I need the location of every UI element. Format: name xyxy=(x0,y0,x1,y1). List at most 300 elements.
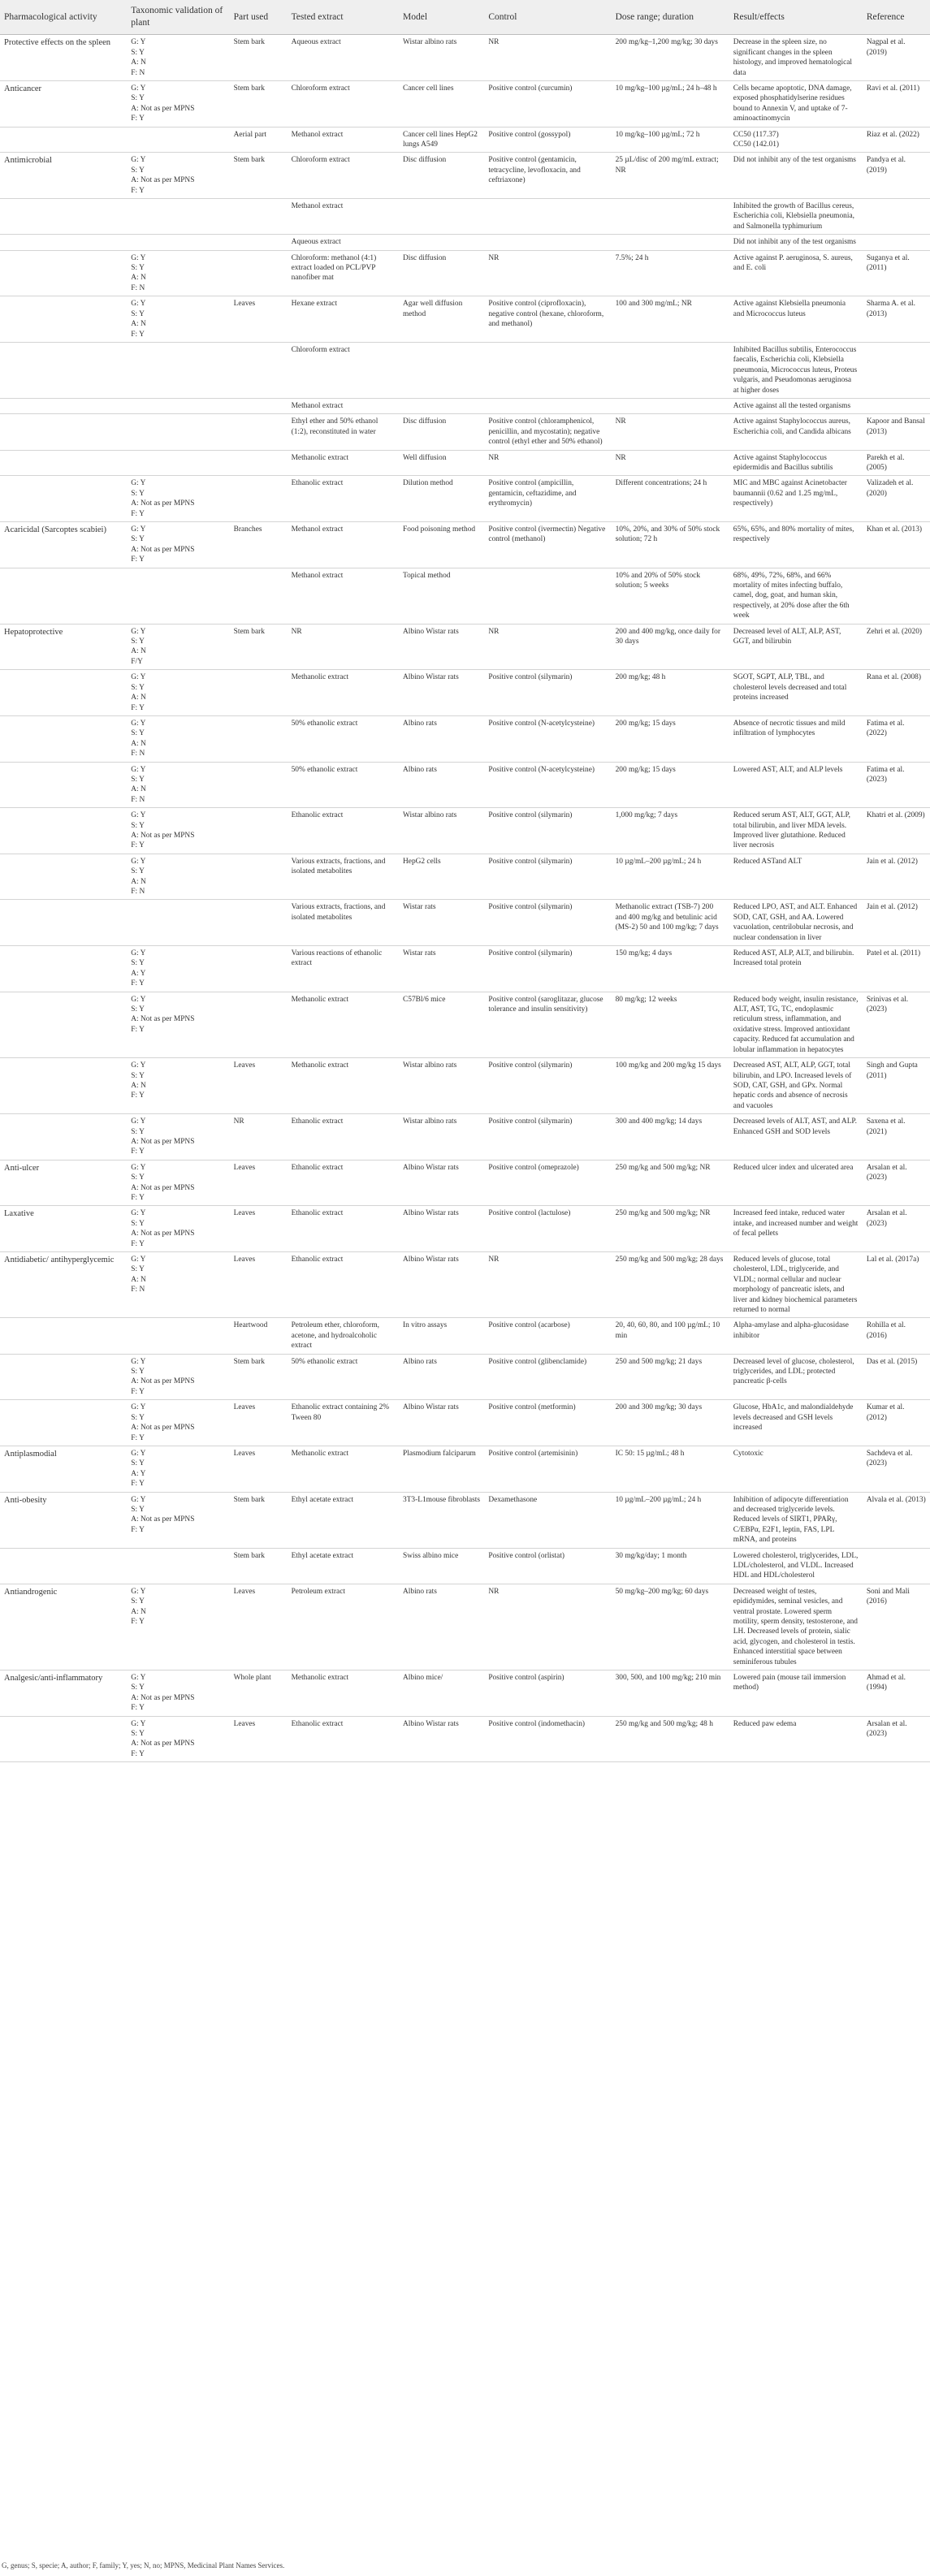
cell-control: Positive control (N-acetylcysteine) xyxy=(484,762,611,808)
cell-model: Swiss albino mice xyxy=(399,1548,484,1584)
cell-dose: 200 mg/kg; 48 h xyxy=(612,670,729,716)
column-header: Taxonomic validation of plant xyxy=(127,0,229,35)
cell-dose: 100 and 300 mg/mL; NR xyxy=(612,296,729,343)
cell-control: Positive control (omeprazole) xyxy=(484,1160,611,1206)
cell-reference: Kapoor and Bansal (2013) xyxy=(863,414,930,450)
cell-control xyxy=(484,398,611,413)
column-header: Pharmacological activity xyxy=(0,0,127,35)
cell-dose: 200 and 400 mg/kg, once daily for 30 days xyxy=(612,624,729,670)
cell-part: Leaves xyxy=(230,1206,288,1252)
cell-taxonomy: G: Y S: Y A: Not as per MPNS F: Y xyxy=(127,80,229,127)
cell-reference xyxy=(863,342,930,398)
cell-result: Active against Staphylococcus epidermidis and Bacillus subtilis xyxy=(729,450,863,476)
cell-result: Active against Klebsiella pneumonia and Micrococcus luteus xyxy=(729,296,863,343)
cell-model: Topical method xyxy=(399,568,484,624)
cell-control: Positive control (saroglitazar, glucose tolerance and insulin sensitivity) xyxy=(484,992,611,1057)
cell-reference xyxy=(863,1548,930,1584)
column-header: Dose range; duration xyxy=(612,0,729,35)
cell-extract: Methanolic extract xyxy=(288,992,399,1057)
cell-activity: Laxative xyxy=(0,1206,127,1252)
cell-result: Absence of necrotic tissues and mild infiltration of lymphocytes xyxy=(729,715,863,762)
cell-activity: Anti-obesity xyxy=(0,1492,127,1548)
cell-activity xyxy=(0,398,127,413)
cell-reference: Zehri et al. (2020) xyxy=(863,624,930,670)
cell-part xyxy=(230,199,288,235)
cell-extract: Ethanolic extract containing 2% Tween 80 xyxy=(288,1400,399,1446)
cell-part xyxy=(230,992,288,1057)
cell-taxonomy xyxy=(127,414,229,450)
cell-part: Stem bark xyxy=(230,1492,288,1548)
cell-result: Active against P. aeruginosa, S. aureus, and E. coli xyxy=(729,250,863,296)
cell-activity: Analgesic/anti-inflammatory xyxy=(0,1671,127,1717)
cell-dose: 250 mg/kg and 500 mg/kg; 48 h xyxy=(612,1716,729,1762)
cell-taxonomy xyxy=(127,342,229,398)
table-row xyxy=(0,946,930,992)
table-row xyxy=(0,1318,930,1354)
cell-dose: 100 mg/kg and 200 mg/kg 15 days xyxy=(612,1058,729,1114)
cell-extract: Methanol extract xyxy=(288,568,399,624)
cell-activity xyxy=(0,946,127,992)
cell-reference: Suganya et al. (2011) xyxy=(863,250,930,296)
cell-taxonomy xyxy=(127,398,229,413)
cell-activity: Hepatoprotective xyxy=(0,624,127,670)
cell-extract: Various extracts, fractions, and isolated metabolites xyxy=(288,854,399,900)
table-row xyxy=(0,1400,930,1446)
cell-taxonomy: G: Y S: Y A: Not as per MPNS F: Y xyxy=(127,476,229,522)
cell-extract: Chloroform extract xyxy=(288,342,399,398)
cell-part xyxy=(230,568,288,624)
cell-taxonomy: G: Y S: Y A: N F: Y xyxy=(127,670,229,716)
cell-taxonomy: G: Y S: Y A: Not as per MPNS F: Y xyxy=(127,153,229,199)
cell-control: Positive control (silymarin) xyxy=(484,1058,611,1114)
cell-control: Positive control (curcumin) xyxy=(484,80,611,127)
cell-reference: Lal et al. (2017a) xyxy=(863,1252,930,1318)
cell-extract: Chloroform: methanol (4:1) extract loaded on PCL/PVP nanofiber mat xyxy=(288,250,399,296)
cell-activity xyxy=(0,342,127,398)
cell-activity: Anticancer xyxy=(0,80,127,127)
cell-dose: 10 µg/mL–200 µg/mL; 24 h xyxy=(612,854,729,900)
cell-extract: Methanolic extract xyxy=(288,450,399,476)
cell-dose: 7.5%; 24 h xyxy=(612,250,729,296)
cell-control: Positive control (silymarin) xyxy=(484,808,611,854)
cell-part: Stem bark xyxy=(230,624,288,670)
cell-extract: Methanol extract xyxy=(288,398,399,413)
cell-extract: Ethanolic extract xyxy=(288,1206,399,1252)
cell-model: Albino Wistar rats xyxy=(399,624,484,670)
cell-dose xyxy=(612,199,729,235)
cell-reference: Valizadeh et al. (2020) xyxy=(863,476,930,522)
cell-dose: 200 mg/kg–1,200 mg/kg; 30 days xyxy=(612,35,729,81)
cell-result: Lowered pain (mouse tail immersion method) xyxy=(729,1671,863,1717)
column-header: Reference xyxy=(863,0,930,35)
cell-reference: Riaz et al. (2022) xyxy=(863,127,930,153)
cell-dose: 250 and 500 mg/kg; 21 days xyxy=(612,1354,729,1400)
cell-extract: Ethanolic extract xyxy=(288,476,399,522)
cell-control: Positive control (ivermectin) Negative control (methanol) xyxy=(484,522,611,568)
cell-taxonomy: G: Y S: Y A: N F: N xyxy=(127,250,229,296)
cell-reference: Srinivas et al. (2023) xyxy=(863,992,930,1057)
cell-extract: Petroleum ether, chloroform, acetone, and hydroalcoholic extract xyxy=(288,1318,399,1354)
cell-model: Albino rats xyxy=(399,762,484,808)
cell-control: Positive control (silymarin) xyxy=(484,900,611,946)
table-row xyxy=(0,1252,930,1318)
cell-dose: 150 mg/kg; 4 days xyxy=(612,946,729,992)
cell-reference: Arsalan et al. (2023) xyxy=(863,1206,930,1252)
cell-result: Decreased level of ALT, ALP, AST, GGT, and bilirubin xyxy=(729,624,863,670)
cell-part xyxy=(230,670,288,716)
table-row xyxy=(0,1114,930,1160)
table-row xyxy=(0,398,930,413)
cell-model: Well diffusion xyxy=(399,450,484,476)
cell-dose: 250 mg/kg and 500 mg/kg; 28 days xyxy=(612,1252,729,1318)
cell-control: NR xyxy=(484,450,611,476)
cell-part: Leaves xyxy=(230,1446,288,1492)
cell-reference: Jain et al. (2012) xyxy=(863,854,930,900)
cell-taxonomy: G: Y S: Y A: N F: Y xyxy=(127,1584,229,1670)
table-row xyxy=(0,854,930,900)
cell-extract: Ethyl ether and 50% ethanol (1:2), reconstituted in water xyxy=(288,414,399,450)
cell-model: C57Bl/6 mice xyxy=(399,992,484,1057)
table-row xyxy=(0,992,930,1057)
cell-dose: 200 mg/kg; 15 days xyxy=(612,715,729,762)
cell-activity: Antidiabetic/ antihyperglycemic xyxy=(0,1252,127,1318)
cell-part: Stem bark xyxy=(230,1548,288,1584)
cell-reference: Fatima et al. (2023) xyxy=(863,762,930,808)
cell-model: Albino mice/ xyxy=(399,1671,484,1717)
cell-activity xyxy=(0,992,127,1057)
cell-extract: Ethyl acetate extract xyxy=(288,1492,399,1548)
cell-part: Leaves xyxy=(230,1584,288,1670)
cell-control: Positive control (ciprofloxacin), negative control (hexane, chloroform, and methanol) xyxy=(484,296,611,343)
table-row xyxy=(0,522,930,568)
cell-model: Disc diffusion xyxy=(399,250,484,296)
cell-dose: 10%, 20%, and 30% of 50% stock solution; 72 h xyxy=(612,522,729,568)
cell-dose: 10 mg/kg–100 µg/mL; 72 h xyxy=(612,127,729,153)
table-header-row xyxy=(0,0,930,35)
cell-dose xyxy=(612,235,729,250)
cell-control: Positive control (glibenclamide) xyxy=(484,1354,611,1400)
cell-control xyxy=(484,235,611,250)
cell-model: Plasmodium falciparum xyxy=(399,1446,484,1492)
cell-result: 68%, 49%, 72%, 68%, and 66% mortality of mites infecting buffalo, camel, dog, goat, and human skin, respectively, at 20% dose after the 6th week xyxy=(729,568,863,624)
cell-extract: Aqueous extract xyxy=(288,35,399,81)
cell-model: 3T3-L1mouse fibroblasts xyxy=(399,1492,484,1548)
cell-part: Whole plant xyxy=(230,1671,288,1717)
cell-control: Positive control (orlistat) xyxy=(484,1548,611,1584)
cell-taxonomy xyxy=(127,1318,229,1354)
cell-control: Positive control (chloramphenicol, penicillin, and mycostatin); negative control (ethyl ether and 50% ethanol) xyxy=(484,414,611,450)
cell-reference: Arsalan et al. (2023) xyxy=(863,1716,930,1762)
cell-extract: Methanol extract xyxy=(288,199,399,235)
cell-dose: Different concentrations; 24 h xyxy=(612,476,729,522)
cell-taxonomy: G: Y S: Y A: N F: Y xyxy=(127,296,229,343)
cell-part xyxy=(230,414,288,450)
cell-extract: Aqueous extract xyxy=(288,235,399,250)
cell-control: Positive control (silymarin) xyxy=(484,946,611,992)
cell-result: Decreased level of glucose, cholesterol, triglycerides, and LDL; protected pancreatic β-cells xyxy=(729,1354,863,1400)
cell-part: Stem bark xyxy=(230,153,288,199)
cell-control: Positive control (artemisinin) xyxy=(484,1446,611,1492)
cell-control: Positive control (silymarin) xyxy=(484,854,611,900)
cell-result: Lowered AST, ALT, and ALP levels xyxy=(729,762,863,808)
cell-model: Albino Wistar rats xyxy=(399,670,484,716)
cell-model: Albino Wistar rats xyxy=(399,1400,484,1446)
cell-taxonomy: G: Y S: Y A: Not as per MPNS F: Y xyxy=(127,1114,229,1160)
cell-taxonomy xyxy=(127,1548,229,1584)
cell-model xyxy=(399,235,484,250)
cell-extract: Methanolic extract xyxy=(288,1671,399,1717)
cell-model: Disc diffusion xyxy=(399,153,484,199)
table-row xyxy=(0,808,930,854)
cell-extract: Hexane extract xyxy=(288,296,399,343)
cell-part: Stem bark xyxy=(230,80,288,127)
cell-activity xyxy=(0,127,127,153)
table-row xyxy=(0,80,930,127)
cell-activity xyxy=(0,450,127,476)
cell-control: NR xyxy=(484,1584,611,1670)
cell-model: Cancer cell lines HepG2 lungs A549 xyxy=(399,127,484,153)
cell-part: NR xyxy=(230,1114,288,1160)
table-row xyxy=(0,1058,930,1114)
cell-taxonomy xyxy=(127,199,229,235)
cell-part xyxy=(230,900,288,946)
cell-dose xyxy=(612,398,729,413)
cell-reference: Parekh et al. (2005) xyxy=(863,450,930,476)
cell-model: Wistar albino rats xyxy=(399,1058,484,1114)
cell-result: Lowered cholesterol, triglycerides, LDL, LDL/cholesterol, and VLDL. Increased HDL and HDL/cholesterol xyxy=(729,1548,863,1584)
cell-reference: Rana et al. (2008) xyxy=(863,670,930,716)
table-row xyxy=(0,1446,930,1492)
table-row xyxy=(0,250,930,296)
cell-reference: Ahmad et al. (1994) xyxy=(863,1671,930,1717)
cell-model: Cancer cell lines xyxy=(399,80,484,127)
cell-taxonomy xyxy=(127,568,229,624)
cell-taxonomy: G: Y S: Y A: Not as per MPNS F: Y xyxy=(127,1206,229,1252)
cell-dose: 250 mg/kg and 500 mg/kg; NR xyxy=(612,1206,729,1252)
cell-activity xyxy=(0,1354,127,1400)
cell-model: Dilution method xyxy=(399,476,484,522)
cell-extract: Petroleum extract xyxy=(288,1584,399,1670)
cell-part: Leaves xyxy=(230,296,288,343)
cell-dose: 80 mg/kg; 12 weeks xyxy=(612,992,729,1057)
cell-reference xyxy=(863,235,930,250)
column-header: Result/effects xyxy=(729,0,863,35)
cell-extract: 50% ethanolic extract xyxy=(288,1354,399,1400)
cell-activity xyxy=(0,1058,127,1114)
cell-model: Food poisoning method xyxy=(399,522,484,568)
cell-control: NR xyxy=(484,35,611,81)
cell-dose: 250 mg/kg and 500 mg/kg; NR xyxy=(612,1160,729,1206)
cell-extract: Ethanolic extract xyxy=(288,808,399,854)
cell-activity: Anti-ulcer xyxy=(0,1160,127,1206)
cell-reference: Pandya et al. (2019) xyxy=(863,153,930,199)
cell-model: In vitro assays xyxy=(399,1318,484,1354)
cell-part: Aerial part xyxy=(230,127,288,153)
cell-result: Reduced ASTand ALT xyxy=(729,854,863,900)
cell-reference: Jain et al. (2012) xyxy=(863,900,930,946)
cell-control: Positive control (gentamicin, tetracycline, levofloxacin, and ceftriaxone) xyxy=(484,153,611,199)
table-footnote: G, genus; S, specie; A, author; F, family; Y, yes; N, no; MPNS, Medicinal Plant Names Services. xyxy=(2,2561,285,2570)
cell-activity: Protective effects on the spleen xyxy=(0,35,127,81)
cell-dose: 30 mg/kg/day; 1 month xyxy=(612,1548,729,1584)
cell-part xyxy=(230,808,288,854)
cell-activity: Antimicrobial xyxy=(0,153,127,199)
cell-model: Albino Wistar rats xyxy=(399,1206,484,1252)
cell-result: Reduced AST, ALP, ALT, and bilirubin. Increased total protein xyxy=(729,946,863,992)
table-row xyxy=(0,1671,930,1717)
cell-part xyxy=(230,476,288,522)
cell-extract: Ethanolic extract xyxy=(288,1252,399,1318)
cell-taxonomy: G: Y S: Y A: Not as per MPNS F: Y xyxy=(127,808,229,854)
cell-activity xyxy=(0,1548,127,1584)
cell-extract: 50% ethanolic extract xyxy=(288,715,399,762)
cell-activity xyxy=(0,670,127,716)
cell-reference: Fatima et al. (2022) xyxy=(863,715,930,762)
cell-result: 65%, 65%, and 80% mortality of mites, respectively xyxy=(729,522,863,568)
cell-activity xyxy=(0,1716,127,1762)
table-row xyxy=(0,342,930,398)
cell-extract: Ethanolic extract xyxy=(288,1160,399,1206)
cell-dose: 10 mg/kg–100 µg/mL; 24 h–48 h xyxy=(612,80,729,127)
cell-control xyxy=(484,342,611,398)
cell-extract: Chloroform extract xyxy=(288,153,399,199)
cell-dose: 25 µL/disc of 200 mg/mL extract; NR xyxy=(612,153,729,199)
cell-model xyxy=(399,199,484,235)
cell-reference: Khatri et al. (2009) xyxy=(863,808,930,854)
cell-extract: NR xyxy=(288,624,399,670)
cell-activity xyxy=(0,476,127,522)
cell-dose: NR xyxy=(612,450,729,476)
cell-reference: Khan et al. (2013) xyxy=(863,522,930,568)
cell-model: Albino rats xyxy=(399,715,484,762)
column-header: Control xyxy=(484,0,611,35)
cell-extract: Methanolic extract xyxy=(288,1058,399,1114)
cell-dose: 10% and 20% of 50% stock solution; 5 weeks xyxy=(612,568,729,624)
cell-model: Albino Wistar rats xyxy=(399,1252,484,1318)
cell-part: Leaves xyxy=(230,1058,288,1114)
cell-model: Wistar albino rats xyxy=(399,808,484,854)
cell-activity xyxy=(0,235,127,250)
cell-reference: Singh and Gupta (2011) xyxy=(863,1058,930,1114)
cell-taxonomy: G: Y S: Y A: N F: N xyxy=(127,854,229,900)
cell-control: NR xyxy=(484,624,611,670)
cell-activity xyxy=(0,762,127,808)
cell-control: Positive control (N-acetylcysteine) xyxy=(484,715,611,762)
cell-dose: 200 mg/kg; 15 days xyxy=(612,762,729,808)
cell-extract: Methanol extract xyxy=(288,522,399,568)
cell-dose: 1,000 mg/kg; 7 days xyxy=(612,808,729,854)
table-row xyxy=(0,127,930,153)
cell-taxonomy: G: Y S: Y A: Not as per MPNS F: Y xyxy=(127,522,229,568)
table-row xyxy=(0,450,930,476)
cell-control: NR xyxy=(484,1252,611,1318)
table-row xyxy=(0,35,930,81)
cell-activity xyxy=(0,715,127,762)
cell-taxonomy: G: Y S: Y A: Y F: Y xyxy=(127,1446,229,1492)
cell-result: Decreased weight of testes, epididymides, seminal vesicles, and ventral prostate. Lowered sperm motility, sperm density, testosterone, and LH. Decreased levels of protein, sialic acid, glycogen, and cholesterol in testis. Enhanced interstitial space between seminiferous tubules xyxy=(729,1584,863,1670)
cell-reference: Rohilla et al. (2016) xyxy=(863,1318,930,1354)
cell-activity xyxy=(0,854,127,900)
table-row xyxy=(0,1206,930,1252)
cell-reference xyxy=(863,398,930,413)
cell-activity: Antiandrogenic xyxy=(0,1584,127,1670)
cell-extract: Various reactions of ethanolic extract xyxy=(288,946,399,992)
cell-control: Positive control (ampicillin, gentamicin, ceftazidime, and erythromycin) xyxy=(484,476,611,522)
cell-part xyxy=(230,250,288,296)
cell-taxonomy: G: Y S: Y A: Not as per MPNS F: Y xyxy=(127,1400,229,1446)
cell-result: Glucose, HbA1c, and malondialdehyde levels decreased and GSH levels increased xyxy=(729,1400,863,1446)
cell-activity xyxy=(0,1400,127,1446)
cell-result: Reduced ulcer index and ulcerated area xyxy=(729,1160,863,1206)
cell-reference: Ravi et al. (2011) xyxy=(863,80,930,127)
cell-control: Positive control (metformin) xyxy=(484,1400,611,1446)
table-row xyxy=(0,670,930,716)
cell-taxonomy xyxy=(127,450,229,476)
cell-part: Leaves xyxy=(230,1252,288,1318)
cell-model: Wistar rats xyxy=(399,946,484,992)
cell-dose: 20, 40, 60, 80, and 100 µg/mL; 10 min xyxy=(612,1318,729,1354)
cell-extract: 50% ethanolic extract xyxy=(288,762,399,808)
cell-extract: Methanolic extract xyxy=(288,1446,399,1492)
cell-part xyxy=(230,450,288,476)
cell-part xyxy=(230,854,288,900)
cell-part: Stem bark xyxy=(230,1354,288,1400)
cell-reference: Saxena et al. (2021) xyxy=(863,1114,930,1160)
table-row xyxy=(0,624,930,670)
cell-reference xyxy=(863,199,930,235)
column-header: Tested extract xyxy=(288,0,399,35)
cell-model: Agar well diffusion method xyxy=(399,296,484,343)
cell-result: Reduced LPO, AST, and ALT. Enhanced SOD, CAT, GSH, and AA. Lowered vacuolation, centrilobular necrosis, and nuclear condensation in liver xyxy=(729,900,863,946)
cell-model: Albino rats xyxy=(399,1354,484,1400)
cell-activity xyxy=(0,568,127,624)
cell-control: Positive control (silymarin) xyxy=(484,1114,611,1160)
table-row xyxy=(0,199,930,235)
table-row xyxy=(0,296,930,343)
table-row xyxy=(0,762,930,808)
cell-taxonomy xyxy=(127,900,229,946)
cell-part: Leaves xyxy=(230,1716,288,1762)
cell-result: CC50 (117.37) CC50 (142.01) xyxy=(729,127,863,153)
cell-part xyxy=(230,715,288,762)
cell-result: Active against all the tested organisms xyxy=(729,398,863,413)
cell-control: Dexamethasone xyxy=(484,1492,611,1548)
cell-result: Decreased levels of ALT, AST, and ALP. Enhanced GSH and SOD levels xyxy=(729,1114,863,1160)
cell-result: Reduced paw edema xyxy=(729,1716,863,1762)
cell-extract: Chloroform extract xyxy=(288,80,399,127)
cell-control: Positive control (acarbose) xyxy=(484,1318,611,1354)
cell-part: Leaves xyxy=(230,1400,288,1446)
cell-control xyxy=(484,568,611,624)
cell-taxonomy: G: Y S: Y A: N F/Y xyxy=(127,624,229,670)
cell-part xyxy=(230,946,288,992)
cell-control: Positive control (silymarin) xyxy=(484,670,611,716)
cell-activity: Acaricidal (Sarcoptes scabiei) xyxy=(0,522,127,568)
cell-dose: 10 µg/mL–200 µg/mL; 24 h xyxy=(612,1492,729,1548)
table-row xyxy=(0,1584,930,1670)
cell-model xyxy=(399,342,484,398)
cell-reference xyxy=(863,568,930,624)
cell-result: Inhibition of adipocyte differentiation and decreased triglyceride levels. Reduced levels of SIRT1, PPARγ, C/EBPα, E2F1, leptin, FAS, LPL mRNA, and proteins xyxy=(729,1492,863,1548)
cell-activity xyxy=(0,808,127,854)
cell-result: Increased feed intake, reduced water intake, and increased number and weight of fecal pellets xyxy=(729,1206,863,1252)
cell-result: Did not inhibit any of the test organisms xyxy=(729,235,863,250)
table-row xyxy=(0,476,930,522)
cell-taxonomy: G: Y S: Y A: Not as per MPNS F: Y xyxy=(127,1160,229,1206)
table-row xyxy=(0,1548,930,1584)
cell-reference: Sachdeva et al. (2023) xyxy=(863,1446,930,1492)
cell-taxonomy: G: Y S: Y A: Not as per MPNS F: Y xyxy=(127,1492,229,1548)
